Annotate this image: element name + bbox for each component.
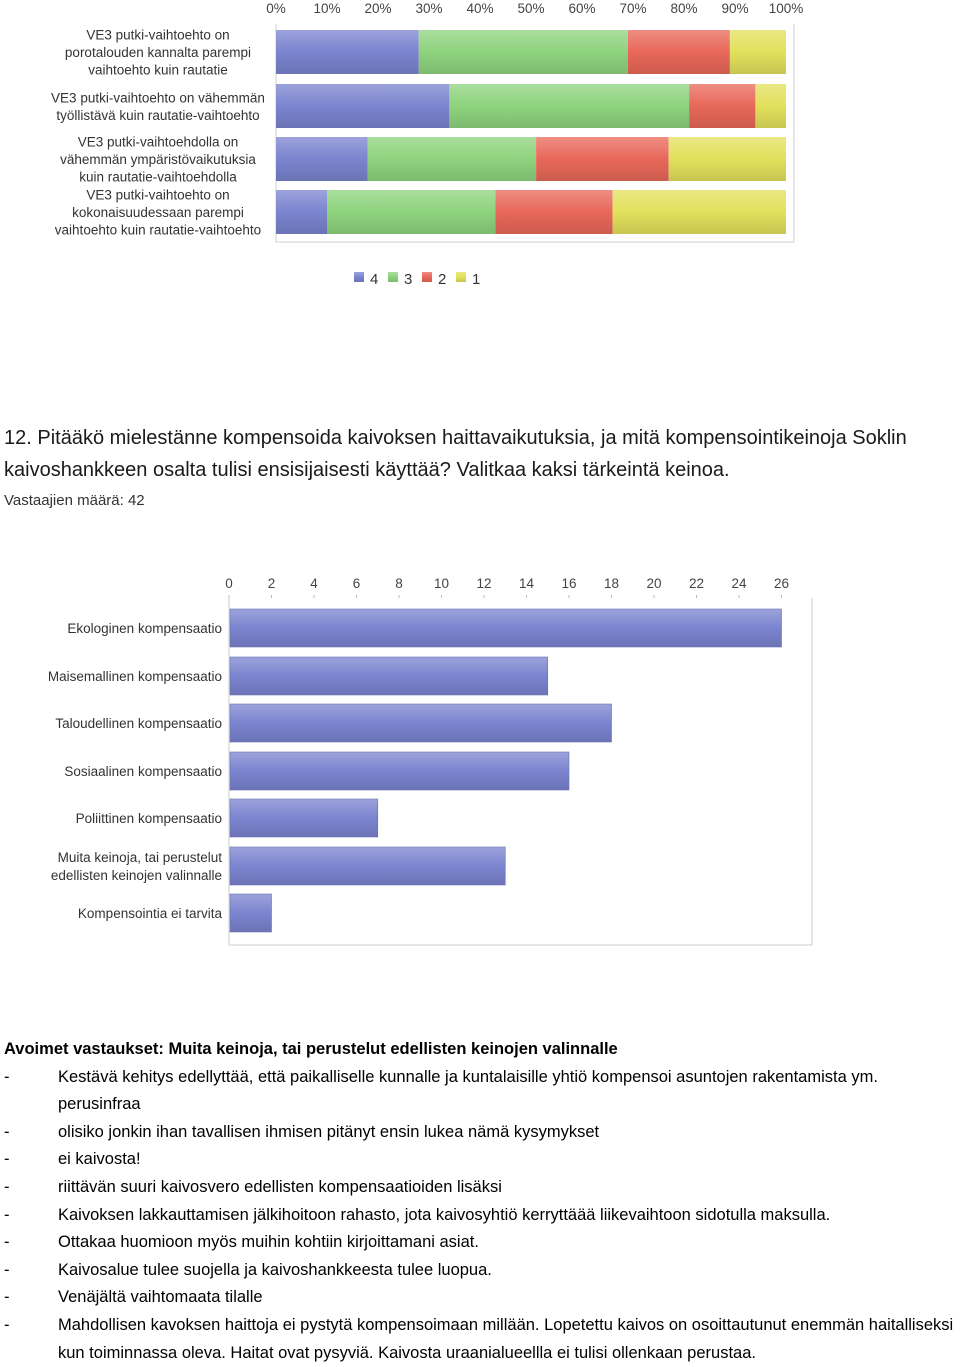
bar xyxy=(230,894,272,932)
category-label: kokonaisuudessaan parempi xyxy=(72,205,244,220)
answer-bullet: - xyxy=(4,1177,10,1196)
category-label: vähemmän ympäristövaikutuksia xyxy=(60,152,256,167)
x-tick-label: 80% xyxy=(670,1,698,16)
legend-label: 4 xyxy=(370,271,379,288)
x-tick-label: 24 xyxy=(731,576,747,591)
answer-item xyxy=(4,1146,960,1174)
answer-text: Kestävä kehitys edellyttää, että paikalliselle kunnalle ja kuntalaisille yhtiö kompensoi asuntojen rakentamista ym. perusinfraa xyxy=(58,1067,878,1114)
bar-segment xyxy=(613,190,786,234)
x-tick-label: 10% xyxy=(313,1,341,16)
answer-bullet: - xyxy=(4,1122,10,1141)
category-label: VE3 putki-vaihtoehto on xyxy=(86,27,230,43)
answer-item xyxy=(4,1119,960,1147)
category-label: Sosiaalinen kompensaatio xyxy=(64,764,222,779)
legend-swatch xyxy=(354,272,364,282)
answer-text: ei kaivosta! xyxy=(58,1150,141,1169)
bar-segment xyxy=(449,84,689,128)
category-label: Poliittinen kompensaatio xyxy=(75,811,222,826)
bar-segment xyxy=(276,137,368,181)
category-label: VE3 putki-vaihtoehto on xyxy=(86,187,230,203)
answer-text: Ottakaa huomioon myös muihin kohtiin kirjoittamani asiat. xyxy=(58,1233,479,1252)
category-label: porotalouden kannalta parempi xyxy=(64,45,252,60)
bar xyxy=(230,704,612,742)
bar-segment xyxy=(536,137,669,181)
legend-label: 2 xyxy=(438,271,447,288)
category-label: vaihtoehto kuin rautatie xyxy=(88,62,228,78)
category-label: Ekologinen kompensaatio xyxy=(67,621,222,636)
answer-text: olisiko jonkin ihan tavallisen ihmisen pitänyt ensin lukea nämä kysymykset xyxy=(58,1122,600,1141)
x-tick-label: 12 xyxy=(476,576,492,591)
x-tick-label: 6 xyxy=(352,576,361,591)
category-label: Maisemallinen kompensaatio xyxy=(47,669,222,684)
category-label: Taloudellinen kompensaatio xyxy=(55,716,222,731)
bar-segment xyxy=(689,84,755,128)
x-tick-label: 30% xyxy=(415,1,443,16)
answer-bullet: - xyxy=(4,1260,10,1279)
x-tick-label: 22 xyxy=(688,576,705,591)
answer-item xyxy=(4,1312,960,1367)
bar-segment xyxy=(419,30,628,74)
x-tick-label: 40% xyxy=(466,1,494,16)
bar-segment xyxy=(327,190,495,234)
answer-text: riittävän suuri kaivosvero edellisten kompensaatioiden lisäksi xyxy=(58,1177,502,1196)
bar-segment xyxy=(495,190,612,234)
x-tick-label: 26 xyxy=(773,576,790,591)
horizontal-bar-chart xyxy=(0,565,960,985)
answer-item xyxy=(4,1064,960,1119)
category-label: VE3 putki-vaihtoehto on vähemmän xyxy=(51,90,265,106)
category-label: edellisten keinojen valinnalle xyxy=(50,868,222,883)
question-title: 12. Pitääkö mielestänne kompensoida kaivoksen haittavaikutuksia, ja mitä kompensointikeinoja Soklin kaivoshankkeen osalta tulisi ensisijaisesti käyttää? Valitkaa kaksi tärkeintä keinoa. xyxy=(4,427,907,481)
open-answers-heading: Avoimet vastaukset: Muita keinoja, tai perustelut edellisten keinojen valinnalle xyxy=(4,1040,618,1058)
answer-item xyxy=(4,1202,960,1230)
category-label: VE3 putki-vaihtoehdolla on xyxy=(77,134,239,150)
x-tick-label: 90% xyxy=(721,1,749,16)
stacked-percent-bar-chart xyxy=(0,0,960,300)
answer-bullet: - xyxy=(4,1205,10,1224)
answer-item xyxy=(4,1174,960,1202)
x-tick-label: 0% xyxy=(266,1,286,16)
bar xyxy=(230,609,782,647)
x-tick-label: 10 xyxy=(433,576,450,591)
answer-bullet: - xyxy=(4,1288,10,1307)
legend-label: 3 xyxy=(404,271,413,288)
answer-item xyxy=(4,1284,960,1312)
category-label: vaihtoehto kuin rautatie-vaihtoehto xyxy=(54,222,262,238)
legend-swatch xyxy=(456,272,466,282)
bar xyxy=(230,847,505,885)
x-tick-label: 18 xyxy=(603,576,620,591)
bar-segment xyxy=(755,84,786,128)
x-tick-label: 8 xyxy=(395,576,403,591)
bar xyxy=(230,799,378,837)
bar-segment xyxy=(628,30,730,74)
bar xyxy=(230,657,548,695)
legend-swatch xyxy=(422,272,432,282)
bar-segment xyxy=(276,190,327,234)
x-tick-label: 20% xyxy=(364,1,392,16)
answer-bullet: - xyxy=(4,1233,10,1252)
bar-segment xyxy=(669,137,786,181)
legend-swatch xyxy=(388,272,398,282)
answer-item xyxy=(4,1229,960,1257)
answer-text: Mahdollisen kavoksen haittoja ei pystytä kompensoimaan millään. Lopetettu kaivos on osoittautunut enemmän haitalliseksi kun toiminnassa oleva. Haitat ovat pysyviä. Kaivosta uraanialueellla ei tulisi ollenkaan perustaa. xyxy=(58,1315,954,1362)
legend-label: 1 xyxy=(472,271,481,288)
x-tick-label: 16 xyxy=(561,576,577,591)
open-answers xyxy=(4,1036,960,1367)
x-tick-label: 100% xyxy=(768,1,804,16)
category-label: työllistävä kuin rautatie-vaihtoehto xyxy=(56,107,260,123)
category-label: kuin rautatie-vaihtoehdolla xyxy=(79,169,237,185)
answer-item xyxy=(4,1257,960,1285)
bar-segment xyxy=(368,137,536,181)
x-tick-label: 2 xyxy=(267,576,276,591)
x-tick-label: 50% xyxy=(517,1,545,16)
x-tick-label: 0 xyxy=(225,576,233,591)
category-label: Muita keinoja, tai perustelut xyxy=(57,850,222,865)
x-tick-label: 4 xyxy=(310,576,318,591)
respondent-count: Vastaajien määrä: 42 xyxy=(4,492,145,509)
x-tick-label: 60% xyxy=(568,1,596,16)
bar-segment xyxy=(276,30,419,74)
bar-segment xyxy=(730,30,786,74)
category-label: Kompensointia ei tarvita xyxy=(77,906,222,921)
open-answers-list xyxy=(4,1064,960,1367)
answer-text: Venäjältä vaihtomaata tilalle xyxy=(58,1288,263,1307)
x-tick-label: 20 xyxy=(646,576,662,591)
answer-bullet: - xyxy=(4,1067,10,1086)
answer-text: Kaivoksen lakkauttamisen jälkihoitoon rahasto, jota kaivosyhtiö kerryttäää liikevaihtoon sidotulla maksulla. xyxy=(58,1205,831,1224)
answer-text: Kaivosalue tulee suojella ja kaivoshankkeesta tulee luopua. xyxy=(58,1260,492,1279)
answer-bullet: - xyxy=(4,1315,10,1334)
answer-bullet: - xyxy=(4,1150,10,1169)
bar-segment xyxy=(276,84,449,128)
x-tick-label: 70% xyxy=(619,1,647,16)
bar xyxy=(230,752,569,790)
x-tick-label: 14 xyxy=(518,576,535,591)
